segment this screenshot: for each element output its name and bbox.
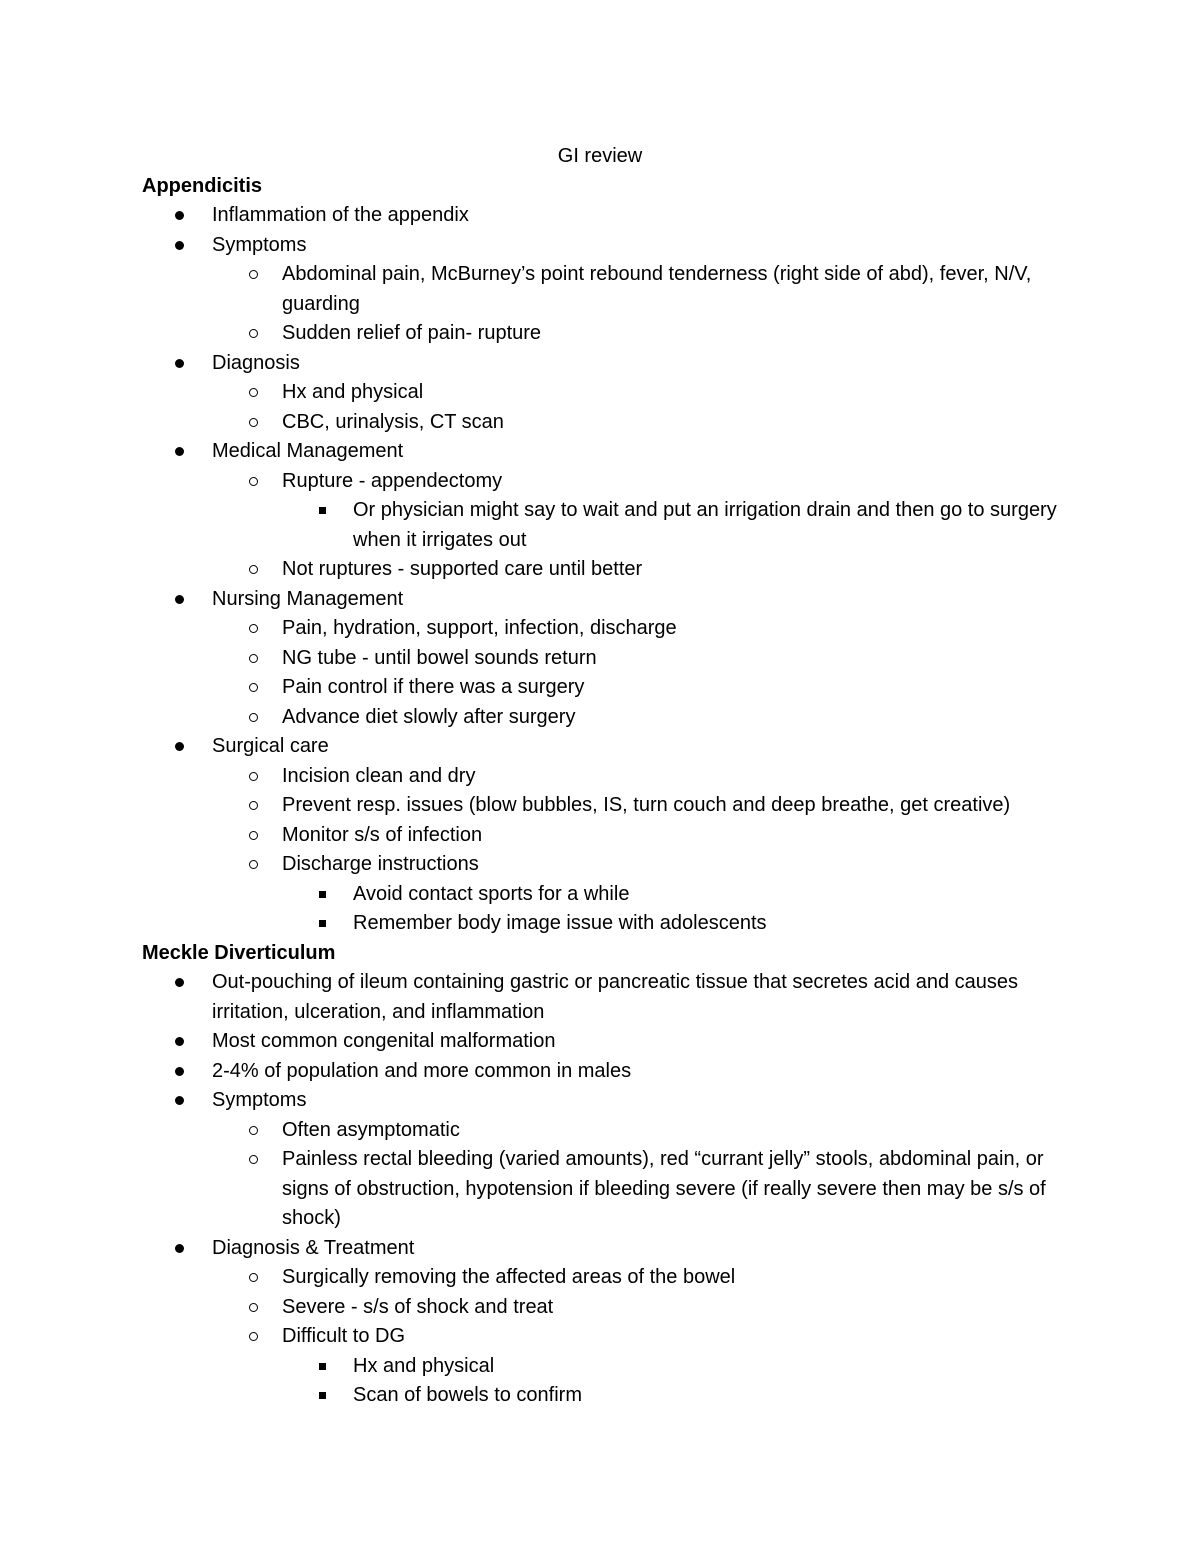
hollow-circle-bullet-icon (249, 1126, 258, 1135)
hollow-circle-bullet-icon (249, 1155, 258, 1164)
hollow-circle-bullet-icon (249, 683, 258, 692)
sections-container (142, 172, 1072, 1411)
section-heading: Appendicitis (142, 174, 263, 197)
filled-bullet-icon (175, 359, 184, 368)
list-item-text: Not ruptures - supported care until better (282, 558, 643, 580)
section-heading: Meckle Diverticulum (142, 941, 336, 964)
square-bullet-icon (319, 1363, 326, 1370)
square-bullet-icon (319, 507, 326, 514)
hollow-circle-bullet-icon (249, 654, 258, 663)
list-item (142, 1116, 1072, 1146)
list-item-text: Medical Management (212, 440, 404, 462)
list-item-text: Abdominal pain, McBurney’s point rebound tenderness (right side of abd), fever, N/V, guarding (282, 263, 1032, 315)
list-item-text: Surgically removing the affected areas of the bowel (282, 1266, 736, 1288)
list-item-text: Symptoms (212, 1089, 307, 1111)
list-item (142, 378, 1072, 408)
list-item-text: Rupture - appendectomy (282, 469, 503, 492)
list-item (142, 732, 1072, 762)
hollow-circle-bullet-icon (249, 772, 258, 781)
hollow-circle-bullet-icon (249, 1303, 258, 1312)
hollow-circle-bullet-icon (249, 329, 258, 338)
list-item-text: 2-4% of population and more common in males (212, 1059, 632, 1082)
hollow-circle-bullet-icon (249, 624, 258, 633)
list-item (142, 1263, 1072, 1293)
list-item (142, 644, 1072, 674)
list-item (142, 1057, 1072, 1087)
list-item-text: Scan of bowels to confirm (353, 1384, 582, 1406)
list-item (142, 408, 1072, 438)
filled-bullet-icon (175, 447, 184, 456)
list-item-text: Surgical care (212, 735, 329, 757)
list-item (142, 673, 1072, 703)
list-item (142, 880, 1072, 910)
list-item (142, 496, 1072, 555)
document-body (142, 142, 1072, 1411)
list-item-text: Diagnosis & Treatment (212, 1236, 415, 1259)
page-title: GI review (557, 145, 643, 167)
list-item-text: Painless rectal bleeding (varied amounts), red “currant jelly” stools, abdominal pain, or signs of obstruction, hypotension if bleeding severe (if really severe then may be s/s of shock) (282, 1148, 1046, 1229)
list-item-text: Or physician might say to wait and put an irrigation drain and then go to surgery when it irrigates out (353, 499, 1057, 551)
list-item-text: Nursing Management (212, 587, 404, 610)
list-item-text: Prevent resp. issues (blow bubbles, IS, turn couch and deep breathe, get creative) (282, 794, 1011, 816)
list-item (142, 909, 1072, 939)
filled-bullet-icon (175, 241, 184, 250)
filled-bullet-icon (175, 1096, 184, 1105)
list-item-text: Discharge instructions (282, 853, 479, 875)
list-item (142, 850, 1072, 880)
list-item (142, 791, 1072, 821)
hollow-circle-bullet-icon (249, 418, 258, 427)
list-item-text: Monitor s/s of infection (282, 823, 483, 846)
filled-bullet-icon (175, 1037, 184, 1046)
list-item (142, 555, 1072, 585)
list-item-text: Incision clean and dry (282, 764, 476, 787)
list-item (142, 703, 1072, 733)
list-item-text: Hx and physical (353, 1354, 495, 1377)
list-item (142, 319, 1072, 349)
hollow-circle-bullet-icon (249, 860, 258, 869)
list-item-text: Avoid contact sports for a while (353, 882, 630, 905)
list-item (142, 585, 1072, 615)
list-item (142, 467, 1072, 497)
hollow-circle-bullet-icon (249, 565, 258, 574)
list-item (142, 437, 1072, 467)
filled-bullet-icon (175, 595, 184, 604)
list-item (142, 821, 1072, 851)
list-item-text: Advance diet slowly after surgery (282, 705, 576, 728)
hollow-circle-bullet-icon (249, 713, 258, 722)
list-item (142, 349, 1072, 379)
square-bullet-icon (319, 891, 326, 898)
list-item (142, 260, 1072, 319)
list-item-text: Out-pouching of ileum containing gastric or pancreatic tissue that secretes acid and causes irritation, ulceration, and inflammation (212, 971, 1018, 1023)
list-item (142, 1352, 1072, 1382)
filled-bullet-icon (175, 1244, 184, 1253)
square-bullet-icon (319, 920, 326, 927)
filled-bullet-icon (175, 742, 184, 751)
list-item-text: Difficult to DG (282, 1325, 405, 1347)
list-item-text: Remember body image issue with adolescents (353, 912, 767, 934)
list-item-text: Pain, hydration, support, infection, discharge (282, 617, 677, 639)
list-item (142, 201, 1072, 231)
list-item (142, 1322, 1072, 1352)
list-item-text: Severe - s/s of shock and treat (282, 1295, 554, 1318)
filled-bullet-icon (175, 211, 184, 220)
list-item-text: NG tube - until bowel sounds return (282, 646, 597, 669)
list-item-text: Diagnosis (212, 351, 300, 374)
hollow-circle-bullet-icon (249, 477, 258, 486)
list-item (142, 1381, 1072, 1411)
list-item (142, 614, 1072, 644)
filled-bullet-icon (175, 978, 184, 987)
list-item-text: Inflammation of the appendix (212, 204, 469, 226)
filled-bullet-icon (175, 1067, 184, 1076)
list-item-text: Often asymptomatic (282, 1118, 460, 1141)
list-item (142, 1234, 1072, 1264)
list-item (142, 1145, 1072, 1234)
list-item-text: Sudden relief of pain- rupture (282, 322, 542, 344)
hollow-circle-bullet-icon (249, 831, 258, 840)
list-item-text: Pain control if there was a surgery (282, 676, 585, 698)
list-item (142, 968, 1072, 1027)
hollow-circle-bullet-icon (249, 1273, 258, 1282)
list-item (142, 231, 1072, 261)
list-item-text: Most common congenital malformation (212, 1030, 556, 1052)
square-bullet-icon (319, 1392, 326, 1399)
bullet-list (142, 201, 1072, 939)
list-item (142, 1027, 1072, 1057)
list-item-text: CBC, urinalysis, CT scan (282, 410, 504, 433)
hollow-circle-bullet-icon (249, 801, 258, 810)
list-item (142, 1293, 1072, 1323)
bullet-list (142, 968, 1072, 1411)
hollow-circle-bullet-icon (249, 1332, 258, 1341)
hollow-circle-bullet-icon (249, 270, 258, 279)
list-item-text: Symptoms (212, 233, 307, 256)
hollow-circle-bullet-icon (249, 388, 258, 397)
list-item (142, 1086, 1072, 1116)
list-item (142, 762, 1072, 792)
list-item-text: Hx and physical (282, 381, 424, 403)
